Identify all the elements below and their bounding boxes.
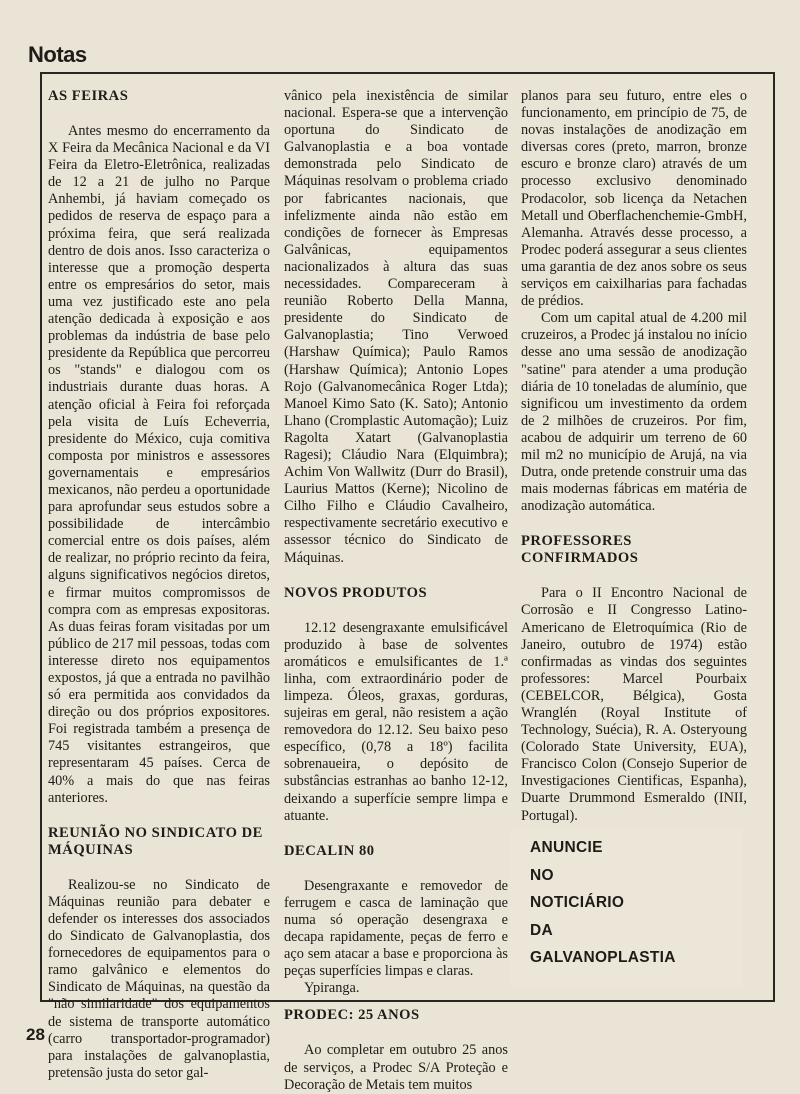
- paragraph-professores: Para o II Encontro Nacional de Corrosão e II Congresso Latino-Americano de Eletroquímica (Rio de Janeiro, outubro de 1974) estão confirmadas as vindas dos seguintes professores: Marcel Pourbaix (CEBELCOR, Bélgica), Gosta Wranglén (Royal Institute of Technology, Suécia), R. A. Osteryoung (Colorado State University, EUA), Francisco Colon (Consejo Superior de Investigaciones Cientificas, Espanha), Duarte Drummond Esmeraldo (INII, Portugal).: [521, 585, 747, 824]
- paragraph-reuniao: Realizou-se no Sindicato de Máquinas reunião para debater e defender os interesses dos associados do Sindicato de Galvanoplastia, dos fornecedores de equipamentos para o ramo galvânico e elementos do Sindicato de Máquinas, na questão da "não similaridade" dos equipamentos de sistema de transporte automático (carro transportador-programador) para instalações de galvanoplastia, pretensão justa do setor gal-: [48, 876, 270, 1081]
- paragraph-ypiranga: Ypiranga.: [304, 980, 360, 997]
- heading-prodec: PRODEC: 25 ANOS: [284, 1007, 420, 1024]
- ad-line-no: NO: [530, 866, 554, 884]
- section-header: Notas: [28, 42, 87, 67]
- paragraph-decalin: Desengraxante e removedor de ferrugem e casca de laminação que numa só operação desengraxa e decapa rapidamente, peças de ferro e aço sem atacar a base e proporciona às peças superfícies limpas e claras.: [284, 877, 508, 980]
- heading-professores: PROFESSORES CONFIRMADOS: [521, 533, 639, 567]
- paragraph-novos-produtos: 12.12 desengraxante emulsificável produzido à base de solventes aromáticos e emulsificantes de 1.ª linha, com extraordinário poder de limpeza. Óleos, graxas, gorduras, sujeiras em geral, não resistem a ação removedora do 12.12. Seu baixo peso específico, (0,78 a 18º) facilita sobrenaueira, o depósito de substâncias estranhas ao banho 12-12, deixando a superfície sempre limpa e atuante.: [284, 619, 508, 824]
- paragraph-prodec-capital: Com um capital atual de 4.200 mil cruzeiros, a Prodec já instalou no início desse ano uma sessão de anodização "satine" para atender a uma produção diária de 10 toneladas de alumínio, que significou um investimento da ordem de 2 milhões de cruzeiros. Por fim, acabou de adquirir um terreno de 60 mil m2 no município de Arujá, na via Dutra, onde pretende construir uma das mais modernas fábricas em matéria de anodização automática.: [521, 310, 747, 515]
- paragraph-as-feiras: Antes mesmo do encerramento da X Feira da Mecânica Nacional e da VI Feira da Eletro-Eletrônica, realizadas de 12 a 21 de julho no Parque Anhembi, já haviam começado os pedidos de reserva de espaço para a próxima feira, que será realizada dentro de dois anos. Isso caracteriza o interesse que a promoção desperta entre os empresários do setor, mais uma vez justificado este ano pela atenção dedicada à exposição e aos problemas da indústria de base pelo presidente da República que percorreu os "stands" e dialogou com os industriais durante duas horas. A atenção oficial à Feira foi reforçada pela visita de Luís Echeverria, presidente do México, cuja comitiva composta por ministros e assessores governamentais e empresários mexicanos, não perdeu a oportunidade para aprofundar seus estudos sobre a possibilidade de intercâmbio comercial entre os dois países, além de realizar, no próprio recinto da feira, alguns significativos negócios diretos, e firmar muitos compromissos de compra com as empresas expositoras. As duas feiras foram visitadas por um público de 217 mil pessoas, todas com interesse direto nos equipamentos expostos, já que a entrada no pavilhão só era permitida aos convidados da direção ou dos próprios expositores. Foi registrada também a presença de 745 visitantes estrangeiros, que representaram 45 países. Cerca de 40% a mais do que nas feiras anteriores.: [48, 123, 270, 806]
- page-number: 28: [26, 1025, 45, 1044]
- paragraph-prodec: Ao completar em outubro 25 anos de serviços, a Prodec S/A Proteção e Decoração de Metais tem muitos: [284, 1042, 508, 1093]
- column-2: [284, 88, 508, 1094]
- ad-line-anuncie: ANUNCIE: [530, 839, 603, 856]
- ad-line-galvanoplastia: GALVANOPLASTIA: [530, 949, 676, 966]
- heading-novos-produtos: NOVOS PRODUTOS: [284, 584, 428, 601]
- column-1: [48, 88, 270, 1082]
- ad-line-noticiario: NOTICIÁRIO: [530, 894, 625, 911]
- heading-reuniao: REUNIÃO NO SINDICATO DE MÁQUINAS: [48, 824, 263, 858]
- column-3: [521, 88, 747, 825]
- advertisement-box: [510, 828, 742, 988]
- paragraph-prodec-cont: planos para seu futuro, entre eles o funcionamento, em princípio de 75, de novas instalações de anodização em diversas cores (preto, marron, bronze escuro e bronze claro) através de um processo exclusivo denominado Prodacolor, sob licença da Netachen Metall und Oberflachenchemie-GmbH, Alemanha. Através desse processo, a Prodec poderá assegurar a seus clientes uma garantia de dez anos sobre os seus serviços em caixilharias para fachadas de prédios.: [521, 88, 747, 310]
- heading-as-feiras: AS FEIRAS: [48, 88, 129, 104]
- ad-line-da: DA: [530, 921, 553, 939]
- paragraph-reuniao-cont: vânico pela inexistência de similar nacional. Espera-se que a intervenção oportuna do Sindicato de Galvanoplastia e a boa vontade demonstrada pelo Sindicato de Máquinas resolvam o problema criado por fabricantes nacionais, que infelizmente ainda não estão em condições de fornecer às Empresas Galvânicas, equipamentos nacionalizados à altura das suas necessidades. Compareceram à reunião Roberto Della Manna, presidente do Sindicato de Galvanoplastia; Tino Verwoed (Harshaw Química); Paulo Ramos (Harshaw Química); Antonio Lopes Rojo (Galvanomecânica Roger Ltda); Manoel Kimo Sato (K. Sato); Antonio Lhano (Cromplastic Automação); Luiz Ragolta Xatart (Galvanoplastia Ragesi); Cláudio Nara (Elquimbra); Achim Von Wallwitz (Durr do Brasil), Laurius Mattos (Kerne); Nicolino de Cilho Filho e Cláudio Cavalheiro, respectivamente secretário executivo e assessor técnico do Sindicato de Máquinas.: [284, 88, 508, 566]
- heading-decalin: DECALIN 80: [284, 842, 375, 859]
